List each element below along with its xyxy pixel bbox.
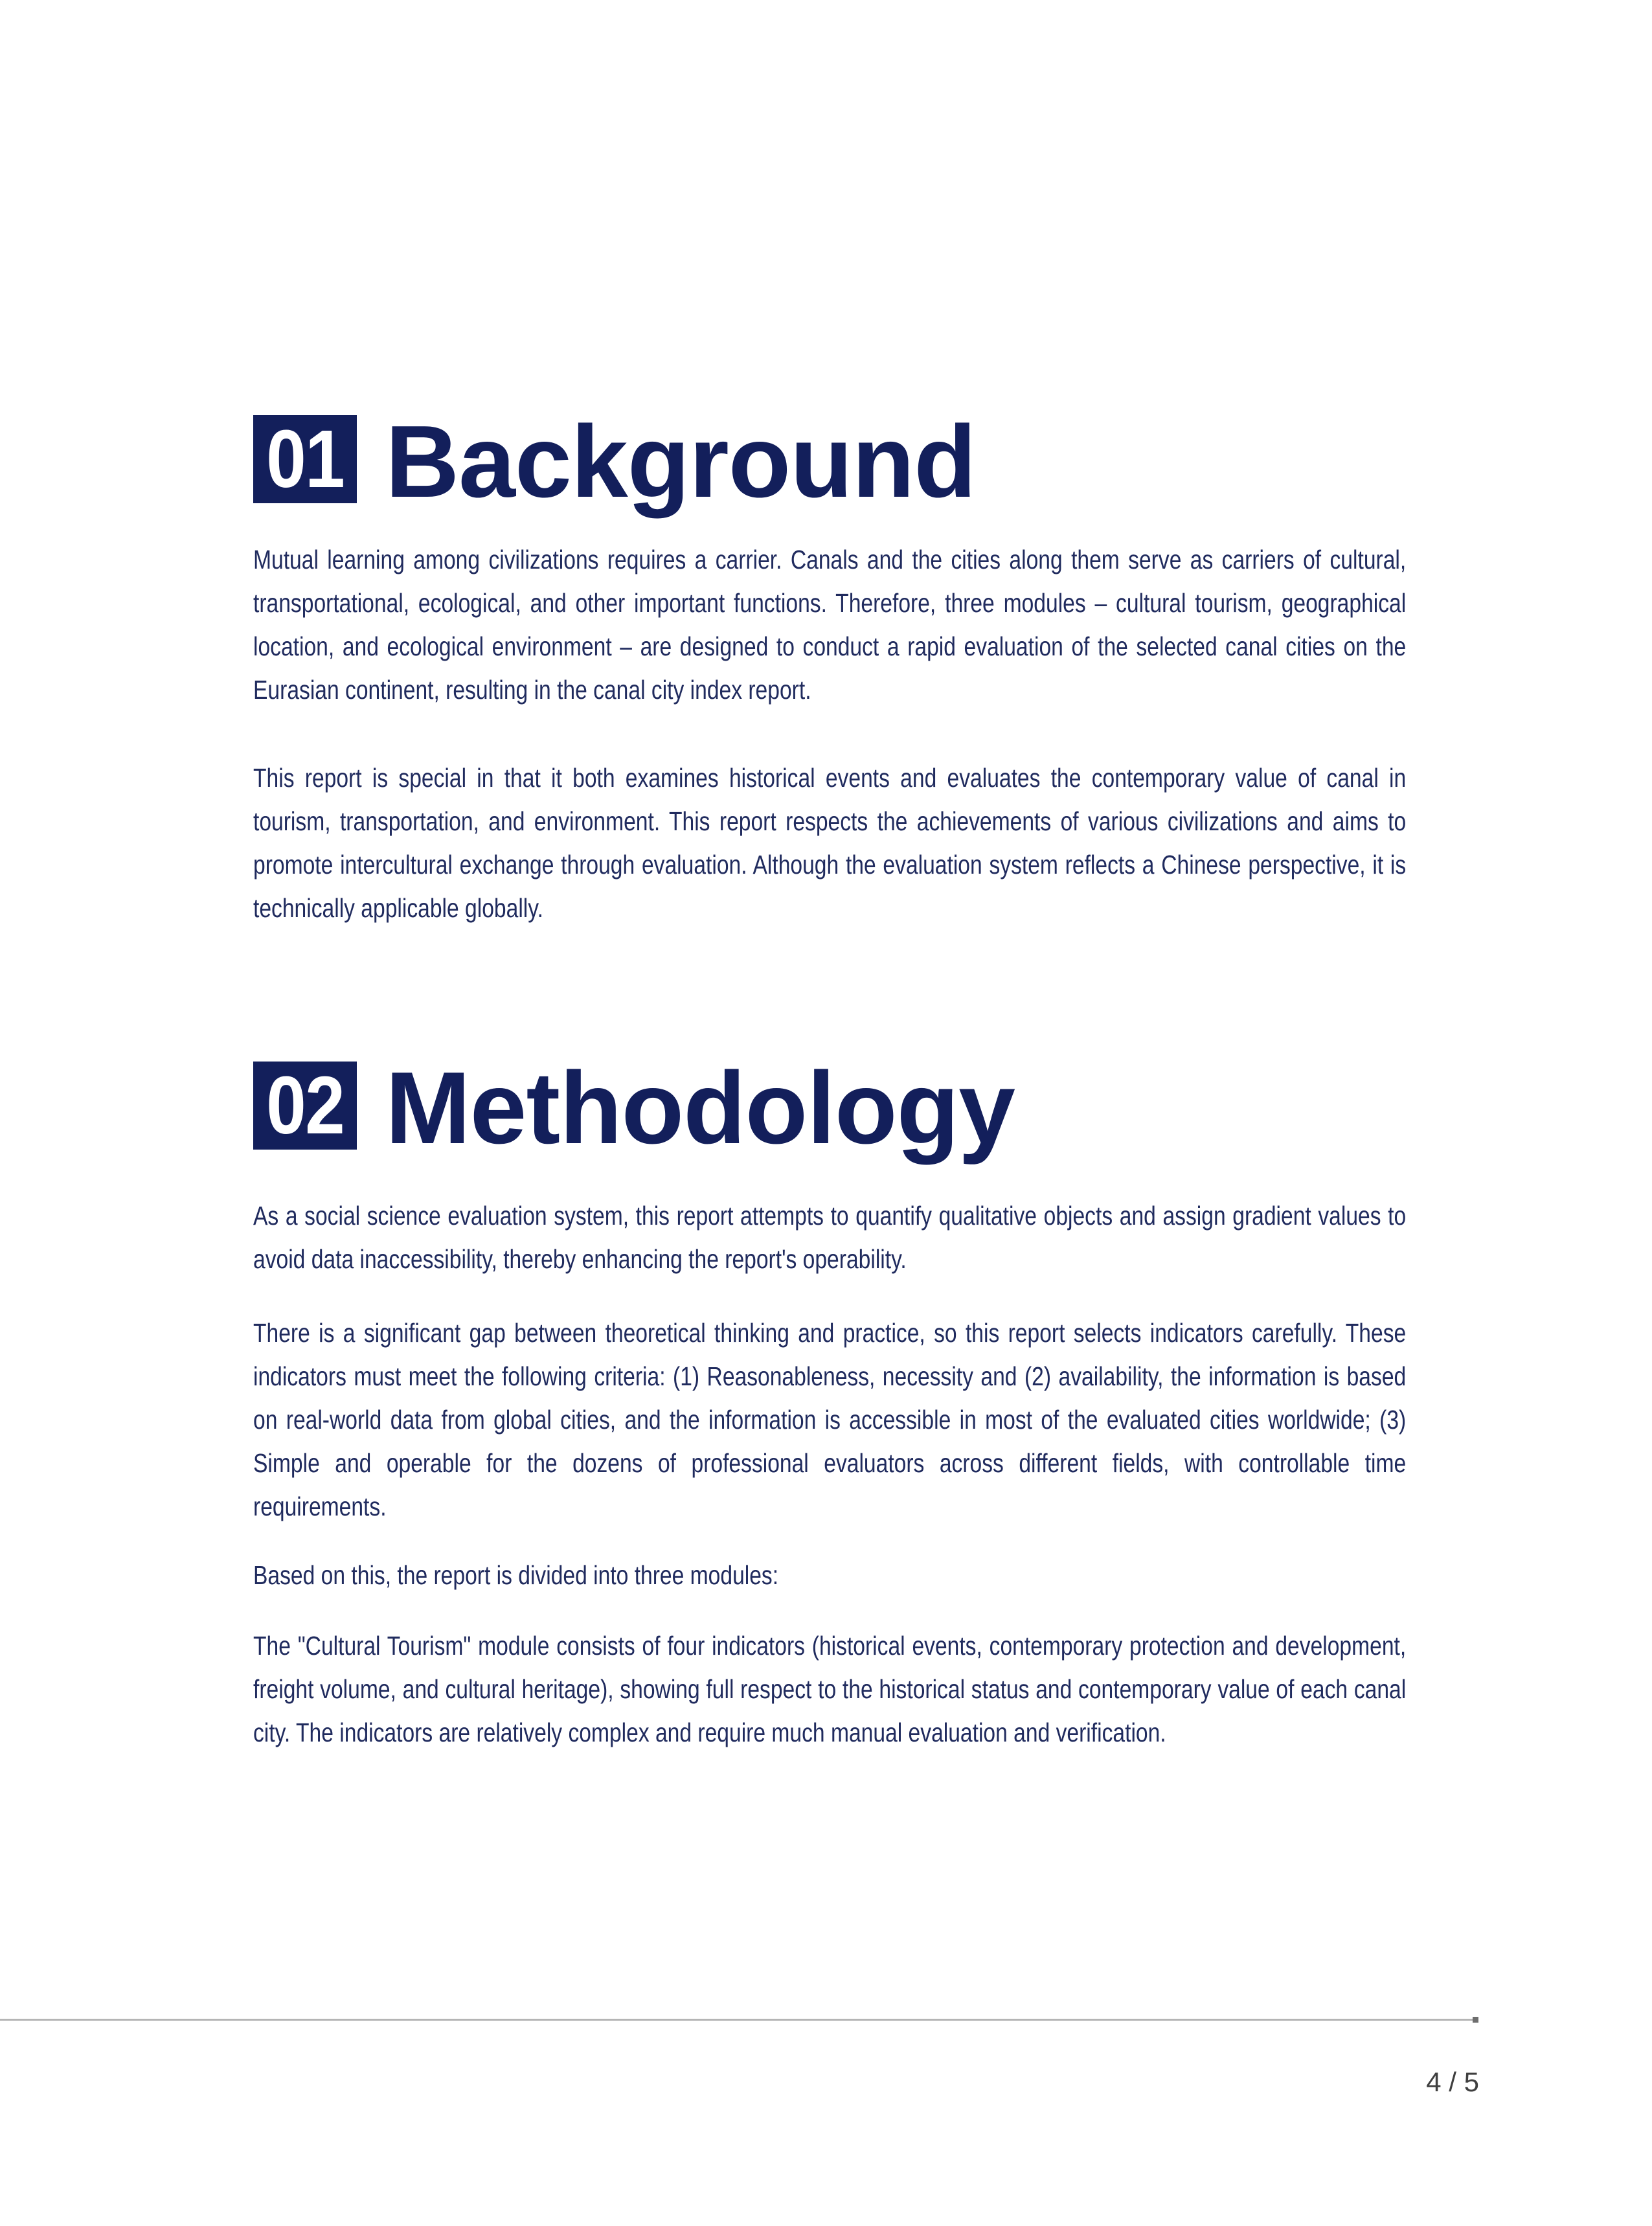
section-heading-methodology xyxy=(253,1051,1015,1165)
footer-divider-end-dot xyxy=(1473,2017,1478,2023)
section-title: Background xyxy=(385,405,976,519)
section-heading-background xyxy=(253,405,976,519)
paragraph: As a social science evaluation system, this report attempts to quantify qualitative objects and assign gradient values to avoid data inaccessibility, thereby enhancing the report's operability. xyxy=(253,1201,1407,1274)
section-title: Methodology xyxy=(385,1051,1015,1165)
paragraph: Based on this, the report is divided into three modules: xyxy=(253,1560,779,1590)
paragraph: There is a significant gap between theoretical thinking and practice, so this report selects indicators carefully. These indicators must meet the following criteria: (1) Reasonableness, necessity and (2) availability, the information is based on real-world data from global cities, and the information is accessible in most of the evaluated cities worldwide; (3) Simple and operable for the dozens of professional evaluators across different fields, with controllable time requirements. xyxy=(253,1318,1407,1521)
section-number: 02 xyxy=(266,1060,344,1151)
footer-divider-line xyxy=(0,2019,1474,2021)
paragraph: Mutual learning among civilizations requires a carrier. Canals and the cities along them serve as carriers of cultural, transportational, ecological, and other important functions. Therefore, three modules – cultural tourism, geographical location, and ecological environment – are designed to conduct a rapid evaluation of the selected canal cities on the Eurasian continent, resulting in the canal city index report. xyxy=(253,545,1407,705)
paragraph: The "Cultural Tourism" module consists of four indicators (historical events, contemporary protection and development, freight volume, and cultural heritage), showing full respect to the historical status and contemporary value of each canal city. The indicators are relatively complex and require much manual evaluation and verification. xyxy=(253,1631,1407,1747)
paragraph: This report is special in that it both examines historical events and evaluates the contemporary value of canal in tourism, transportation, and environment. This report respects the achievements of various civilizations and aims to promote intercultural exchange through evaluation. Although the evaluation system reflects a Chinese perspective, it is technically applicable globally. xyxy=(253,763,1407,923)
section-number-badge xyxy=(253,1062,357,1150)
section-number-badge xyxy=(253,415,357,503)
section-number: 01 xyxy=(266,413,344,505)
page-number: 4 / 5 xyxy=(1426,2067,1479,2097)
